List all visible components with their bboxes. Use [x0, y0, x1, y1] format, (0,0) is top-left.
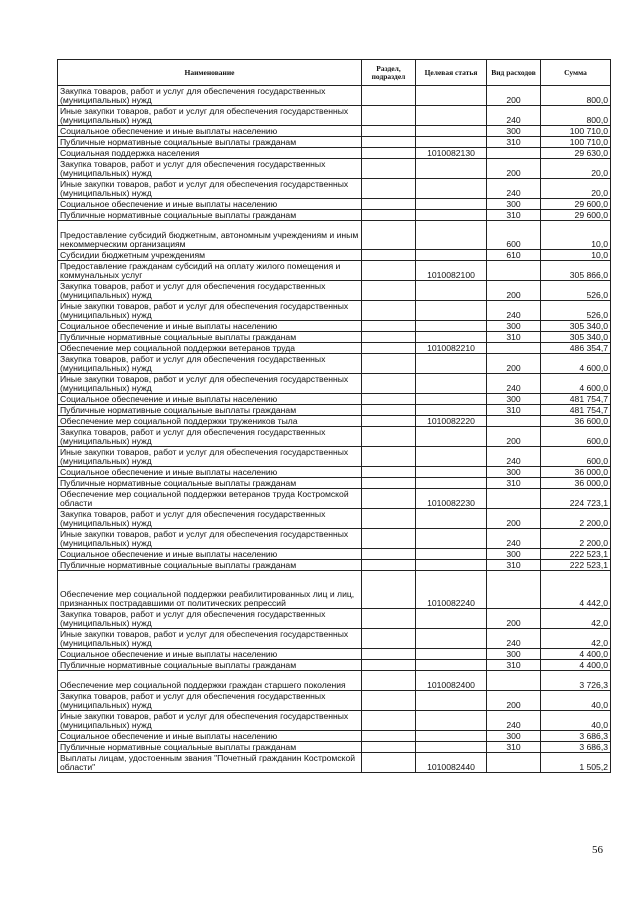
row-expense: 200 [487, 86, 541, 106]
row-target [416, 126, 487, 137]
row-target [416, 711, 487, 731]
row-name: Публичные нормативные социальные выплаты гражданам [58, 742, 362, 753]
row-expense [487, 489, 541, 509]
table-row [58, 629, 611, 649]
row-target [416, 529, 487, 549]
row-expense: 240 [487, 711, 541, 731]
header-name: Наименование [58, 60, 362, 86]
row-target [416, 447, 487, 467]
row-target: 1010082220 [416, 416, 487, 427]
table-row [58, 671, 611, 691]
row-expense: 310 [487, 660, 541, 671]
table-row [58, 571, 611, 609]
table-row [58, 321, 611, 332]
table-row [58, 354, 611, 374]
row-section [362, 159, 416, 179]
row-expense: 240 [487, 106, 541, 126]
row-expense: 310 [487, 742, 541, 753]
row-target [416, 281, 487, 301]
row-target [416, 560, 487, 571]
row-name: Иные закупки товаров, работ и услуг для обеспечения государственных (муниципальных) нужд [58, 106, 362, 126]
row-section [362, 649, 416, 660]
row-section [362, 86, 416, 106]
row-amount: 222 523,1 [541, 549, 611, 560]
row-name: Публичные нормативные социальные выплаты гражданам [58, 332, 362, 343]
row-target [416, 629, 487, 649]
table-row [58, 86, 611, 106]
row-expense: 200 [487, 509, 541, 529]
row-section [362, 137, 416, 148]
row-section [362, 753, 416, 773]
row-name: Предоставление субсидий бюджетным, автономным учреждениям и иным некоммерческим организациям [58, 221, 362, 250]
row-section [362, 210, 416, 221]
row-amount: 29 600,0 [541, 199, 611, 210]
row-section [362, 416, 416, 427]
row-name: Обеспечение мер социальной поддержки ветеранов труда [58, 343, 362, 354]
row-expense: 200 [487, 354, 541, 374]
row-section [362, 509, 416, 529]
row-section [362, 301, 416, 321]
row-section [362, 478, 416, 489]
row-target [416, 549, 487, 560]
row-name: Выплаты лицам, удостоенным звания "Почетный гражданин Костромской области" [58, 753, 362, 773]
table-row [58, 711, 611, 731]
table-row [58, 427, 611, 447]
row-target [416, 354, 487, 374]
row-expense: 300 [487, 731, 541, 742]
row-section [362, 148, 416, 159]
row-target [416, 427, 487, 447]
row-expense: 300 [487, 321, 541, 332]
row-expense: 240 [487, 629, 541, 649]
row-amount: 305 866,0 [541, 261, 611, 281]
table-row [58, 261, 611, 281]
row-section [362, 250, 416, 261]
row-target [416, 137, 487, 148]
row-name: Социальное обеспечение и иные выплаты населению [58, 199, 362, 210]
row-name: Социальное обеспечение и иные выплаты населению [58, 321, 362, 332]
row-expense: 310 [487, 137, 541, 148]
row-section [362, 629, 416, 649]
row-amount: 10,0 [541, 221, 611, 250]
row-name: Иные закупки товаров, работ и услуг для обеспечения государственных (муниципальных) нужд [58, 711, 362, 731]
row-amount: 29 600,0 [541, 210, 611, 221]
row-expense: 240 [487, 374, 541, 394]
header-section: Раздел, подраздел [362, 60, 416, 86]
row-amount: 4 400,0 [541, 649, 611, 660]
row-target [416, 332, 487, 343]
row-name: Социальное обеспечение и иные выплаты населению [58, 467, 362, 478]
row-section [362, 711, 416, 731]
table-row [58, 210, 611, 221]
table-row [58, 467, 611, 478]
row-section [362, 691, 416, 711]
row-amount: 800,0 [541, 86, 611, 106]
header-target: Целевая статья [416, 60, 487, 86]
row-amount: 4 400,0 [541, 660, 611, 671]
row-amount: 305 340,0 [541, 321, 611, 332]
row-name: Публичные нормативные социальные выплаты гражданам [58, 560, 362, 571]
row-amount: 3 726,3 [541, 671, 611, 691]
budget-table [57, 59, 611, 773]
row-expense: 200 [487, 609, 541, 629]
table-row [58, 731, 611, 742]
row-target: 1010082130 [416, 148, 487, 159]
row-name: Социальное обеспечение и иные выплаты населению [58, 731, 362, 742]
row-name: Социальное обеспечение и иные выплаты населению [58, 126, 362, 137]
row-section [362, 731, 416, 742]
row-amount: 800,0 [541, 106, 611, 126]
row-section [362, 529, 416, 549]
row-amount: 222 523,1 [541, 560, 611, 571]
row-name: Публичные нормативные социальные выплаты гражданам [58, 660, 362, 671]
row-section [362, 321, 416, 332]
row-target: 1010082100 [416, 261, 487, 281]
row-amount: 20,0 [541, 159, 611, 179]
row-expense [487, 416, 541, 427]
row-target [416, 179, 487, 199]
row-section [362, 354, 416, 374]
row-section [362, 560, 416, 571]
table-row [58, 137, 611, 148]
row-section [362, 549, 416, 560]
row-name: Иные закупки товаров, работ и услуг для обеспечения государственных (муниципальных) нужд [58, 374, 362, 394]
row-name: Закупка товаров, работ и услуг для обеспечения государственных (муниципальных) нужд [58, 691, 362, 711]
table-row [58, 489, 611, 509]
row-amount: 40,0 [541, 711, 611, 731]
row-section [362, 467, 416, 478]
row-section [362, 427, 416, 447]
row-target [416, 374, 487, 394]
row-target [416, 321, 487, 332]
row-section [362, 221, 416, 250]
row-name: Субсидии бюджетным учреждениям [58, 250, 362, 261]
row-name: Закупка товаров, работ и услуг для обеспечения государственных (муниципальных) нужд [58, 86, 362, 106]
table-row [58, 126, 611, 137]
row-expense: 300 [487, 394, 541, 405]
table-row [58, 742, 611, 753]
table-row [58, 106, 611, 126]
row-amount: 36 600,0 [541, 416, 611, 427]
row-name: Социальное обеспечение и иные выплаты населению [58, 649, 362, 660]
row-target [416, 86, 487, 106]
table-row [58, 281, 611, 301]
row-expense: 240 [487, 301, 541, 321]
row-expense: 610 [487, 250, 541, 261]
row-target [416, 660, 487, 671]
row-section [362, 126, 416, 137]
row-amount: 29 630,0 [541, 148, 611, 159]
row-name: Обеспечение мер социальной поддержки реабилитированных лиц и лиц, признанных пострадавшими от политических репрессий [58, 571, 362, 609]
row-expense: 200 [487, 159, 541, 179]
header-amount: Сумма [541, 60, 611, 86]
row-expense: 200 [487, 281, 541, 301]
row-amount: 224 723,1 [541, 489, 611, 509]
row-amount: 4 442,0 [541, 571, 611, 609]
row-amount: 526,0 [541, 281, 611, 301]
row-target [416, 649, 487, 660]
table-row [58, 560, 611, 571]
row-name: Публичные нормативные социальные выплаты гражданам [58, 137, 362, 148]
row-section [362, 671, 416, 691]
table-row [58, 447, 611, 467]
row-name: Социальное обеспечение и иные выплаты населению [58, 549, 362, 560]
row-amount: 42,0 [541, 609, 611, 629]
row-name: Закупка товаров, работ и услуг для обеспечения государственных (муниципальных) нужд [58, 159, 362, 179]
row-amount: 40,0 [541, 691, 611, 711]
row-expense: 300 [487, 126, 541, 137]
row-target [416, 250, 487, 261]
row-section [362, 489, 416, 509]
row-name: Публичные нормативные социальные выплаты гражданам [58, 405, 362, 416]
row-section [362, 571, 416, 609]
table-row [58, 609, 611, 629]
table-row [58, 478, 611, 489]
table-header [58, 60, 611, 86]
table-row [58, 753, 611, 773]
row-target: 1010082400 [416, 671, 487, 691]
table-row [58, 332, 611, 343]
row-expense: 310 [487, 210, 541, 221]
row-amount: 36 000,0 [541, 478, 611, 489]
row-target [416, 691, 487, 711]
row-expense [487, 343, 541, 354]
row-expense [487, 148, 541, 159]
row-amount: 481 754,7 [541, 394, 611, 405]
row-expense: 200 [487, 691, 541, 711]
row-amount: 10,0 [541, 250, 611, 261]
row-name: Иные закупки товаров, работ и услуг для обеспечения государственных (муниципальных) нужд [58, 529, 362, 549]
row-target [416, 394, 487, 405]
row-amount: 3 686,3 [541, 742, 611, 753]
table-row [58, 148, 611, 159]
table-row [58, 343, 611, 354]
row-amount: 100 710,0 [541, 126, 611, 137]
row-name: Закупка товаров, работ и услуг для обеспечения государственных (муниципальных) нужд [58, 427, 362, 447]
row-name: Иные закупки товаров, работ и услуг для обеспечения государственных (муниципальных) нужд [58, 301, 362, 321]
row-amount: 4 600,0 [541, 354, 611, 374]
row-section [362, 742, 416, 753]
table-row [58, 649, 611, 660]
table-row [58, 179, 611, 199]
row-target [416, 509, 487, 529]
row-amount: 305 340,0 [541, 332, 611, 343]
row-expense: 600 [487, 221, 541, 250]
row-expense: 310 [487, 560, 541, 571]
row-expense [487, 261, 541, 281]
row-amount: 3 686,3 [541, 731, 611, 742]
row-amount: 42,0 [541, 629, 611, 649]
row-target [416, 301, 487, 321]
table-row [58, 529, 611, 549]
row-name: Публичные нормативные социальные выплаты гражданам [58, 210, 362, 221]
row-expense: 300 [487, 649, 541, 660]
header-expense: Вид расходов [487, 60, 541, 86]
row-section [362, 609, 416, 629]
row-target: 1010082240 [416, 571, 487, 609]
row-amount: 36 000,0 [541, 467, 611, 478]
row-expense: 240 [487, 179, 541, 199]
table-row [58, 405, 611, 416]
row-name: Обеспечение мер социальной поддержки тружеников тыла [58, 416, 362, 427]
row-target [416, 210, 487, 221]
row-expense: 300 [487, 199, 541, 210]
row-name: Иные закупки товаров, работ и услуг для обеспечения государственных (муниципальных) нужд [58, 447, 362, 467]
row-expense: 300 [487, 467, 541, 478]
row-expense: 240 [487, 447, 541, 467]
row-name: Закупка товаров, работ и услуг для обеспечения государственных (муниципальных) нужд [58, 281, 362, 301]
row-expense [487, 753, 541, 773]
row-amount: 2 200,0 [541, 529, 611, 549]
row-section [362, 405, 416, 416]
table-row [58, 301, 611, 321]
row-target [416, 609, 487, 629]
table-row [58, 660, 611, 671]
row-amount: 2 200,0 [541, 509, 611, 529]
row-expense [487, 571, 541, 609]
table-row [58, 250, 611, 261]
row-expense: 200 [487, 427, 541, 447]
row-amount: 600,0 [541, 427, 611, 447]
table-body [58, 86, 611, 773]
row-section [362, 660, 416, 671]
row-target: 1010082230 [416, 489, 487, 509]
row-target [416, 467, 487, 478]
row-section [362, 106, 416, 126]
table-row [58, 691, 611, 711]
row-section [362, 179, 416, 199]
table-row [58, 159, 611, 179]
row-name: Закупка товаров, работ и услуг для обеспечения государственных (муниципальных) нужд [58, 509, 362, 529]
row-expense: 300 [487, 549, 541, 560]
row-name: Закупка товаров, работ и услуг для обеспечения государственных (муниципальных) нужд [58, 609, 362, 629]
row-section [362, 394, 416, 405]
row-target [416, 221, 487, 250]
row-amount: 20,0 [541, 179, 611, 199]
row-target [416, 478, 487, 489]
row-section [362, 281, 416, 301]
row-name: Публичные нормативные социальные выплаты гражданам [58, 478, 362, 489]
table-row [58, 549, 611, 560]
row-amount: 1 505,2 [541, 753, 611, 773]
row-section [362, 332, 416, 343]
row-name: Социальное обеспечение и иные выплаты населению [58, 394, 362, 405]
row-name: Закупка товаров, работ и услуг для обеспечения государственных (муниципальных) нужд [58, 354, 362, 374]
row-amount: 486 354,7 [541, 343, 611, 354]
table-row [58, 374, 611, 394]
row-target: 1010082440 [416, 753, 487, 773]
row-target: 1010082210 [416, 343, 487, 354]
row-target [416, 731, 487, 742]
row-target [416, 106, 487, 126]
row-section [362, 261, 416, 281]
row-name: Социальная поддержка населения [58, 148, 362, 159]
row-amount: 600,0 [541, 447, 611, 467]
row-amount: 526,0 [541, 301, 611, 321]
row-section [362, 374, 416, 394]
row-amount: 100 710,0 [541, 137, 611, 148]
table-row [58, 509, 611, 529]
row-expense [487, 671, 541, 691]
row-name: Обеспечение мер социальной поддержки граждан старшего поколения [58, 671, 362, 691]
table-row [58, 394, 611, 405]
row-expense: 310 [487, 405, 541, 416]
page-number: 56 [592, 844, 603, 856]
row-section [362, 343, 416, 354]
row-target [416, 742, 487, 753]
row-section [362, 447, 416, 467]
table-row [58, 199, 611, 210]
table-row [58, 221, 611, 250]
row-expense: 310 [487, 332, 541, 343]
row-amount: 481 754,7 [541, 405, 611, 416]
row-amount: 4 600,0 [541, 374, 611, 394]
row-target [416, 199, 487, 210]
row-name: Обеспечение мер социальной поддержки ветеранов труда Костромской области [58, 489, 362, 509]
row-name: Иные закупки товаров, работ и услуг для обеспечения государственных (муниципальных) нужд [58, 179, 362, 199]
row-name: Предоставление гражданам субсидий на оплату жилого помещения и коммунальных услуг [58, 261, 362, 281]
row-target [416, 405, 487, 416]
row-section [362, 199, 416, 210]
row-expense: 310 [487, 478, 541, 489]
row-target [416, 159, 487, 179]
table-row [58, 416, 611, 427]
row-expense: 240 [487, 529, 541, 549]
row-name: Иные закупки товаров, работ и услуг для обеспечения государственных (муниципальных) нужд [58, 629, 362, 649]
